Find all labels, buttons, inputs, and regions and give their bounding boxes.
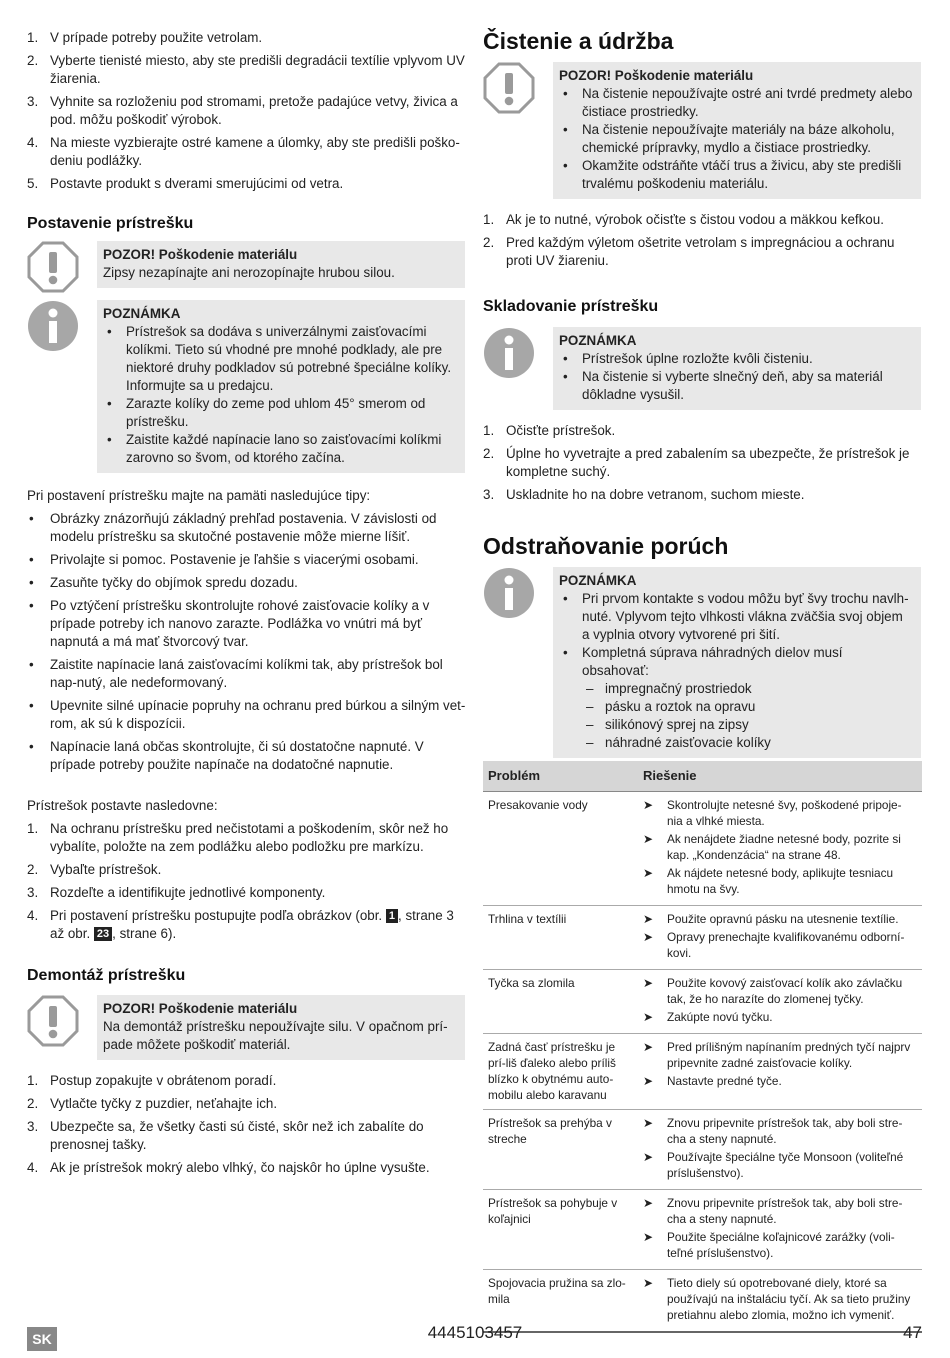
note-item: • Kompletná súprava náhradných dielov musí obsahovať: bbox=[559, 644, 913, 680]
setup-heading: Postavenie prístrešku bbox=[27, 215, 194, 232]
warning-item: • Na čistenie nepoužívajte ostré ani tvrdé predmety alebo čistiace prostriedky. bbox=[559, 85, 913, 121]
list-item: 3. Vyhnite sa rozloženiu pod stromami, pretože padajúce vetvy, živica a pod. môžu poškodiť výrobok. bbox=[27, 94, 458, 127]
warning-box bbox=[97, 241, 465, 288]
list-item: 3. Rozdeľte a identifikujte jednotlivé komponenty. bbox=[27, 885, 326, 900]
solution-item: ➤ Ak nenájdete žiadne netesné body, pozrite si kap. „Kondenzácia“ na strane 48. bbox=[643, 831, 917, 863]
solution-item: ➤ Použite kovový zaisťovací kolík ako závlačku tak, že ho narazíte do zlomenej tyčky. bbox=[643, 975, 917, 1007]
warning-box bbox=[553, 62, 921, 199]
list-item: 2. Vytlačte tyčky z puzdier, neťahajte ich. bbox=[27, 1096, 278, 1111]
solution-item: ➤ Používajte špeciálne tyče Monsoon (voliteľné príslušenstvo). bbox=[643, 1149, 917, 1181]
list-item: 4. Pri postavení prístrešku postupujte podľa obrázkov (obr. 1 , strane 3 až obr. 23 , strane 6). bbox=[27, 908, 454, 941]
note-subitem: – impregnačný prostriedok bbox=[582, 680, 913, 698]
problem-cell: Prístrešok sa prehýba v streche bbox=[483, 1110, 638, 1190]
list-item: 1. Postup zopakujte v obrátenom poradí. bbox=[27, 1073, 277, 1088]
list-item: 2. Úplne ho vyvetrajte a pred zabalením sa ubezpečte, že prístrešok je kompletne suchý. bbox=[483, 446, 910, 479]
solution-cell bbox=[638, 792, 922, 906]
warning-octagon-icon bbox=[483, 62, 535, 114]
list-item: • Privolajte si pomoc. Postavenie je ľahšie s viacerými osobami. bbox=[27, 551, 467, 569]
note-item: • Zarazte kolíky do zeme pod uhlom 45° smerom od prístrešku. bbox=[103, 395, 457, 431]
page-number: 47 bbox=[903, 1323, 922, 1342]
list-item: • Obrázky znázorňujú základný prehľad postavenia. V závislosti od modelu prístrešku sa skutočné postavenie môže mierne líšiť. bbox=[27, 510, 467, 546]
column-header-problem: Problém bbox=[483, 761, 638, 792]
tips-list bbox=[27, 510, 467, 779]
table-header-row bbox=[483, 761, 922, 792]
warning-text: Na demontáž prístrešku nepoužívajte silu. V opačnom prí-pade môžete poškodiť materiál. bbox=[103, 1019, 448, 1052]
list-item: 1. Očisťte prístrešok. bbox=[483, 423, 616, 438]
note-subitem: – silikónový sprej na zipsy bbox=[582, 716, 913, 734]
problem-cell: Tyčka sa zlomila bbox=[483, 970, 638, 1034]
figure-reference-badge: 23 bbox=[94, 927, 112, 941]
list-item: • Po vztýčení prístrešku skontrolujte rohové zaisťovacie kolíky a v prípade potreby ich nanovo zarazte. Podlážka vo vnútri má byť napnutá a má mať štvorcový tvar. bbox=[27, 597, 467, 651]
list-item: 1. V prípade potreby použite vetrolam. bbox=[27, 30, 263, 45]
problem-cell: Prístrešok sa pohybuje v koľajnici bbox=[483, 1190, 638, 1270]
warning-octagon-icon bbox=[27, 241, 79, 293]
solution-item: ➤ Znovu pripevnite prístrešok tak, aby boli stre-cha a steny napnuté. bbox=[643, 1195, 917, 1227]
storage-steps-list bbox=[483, 422, 923, 509]
setup-warning bbox=[27, 241, 465, 293]
setup-intro: Prístrešok postavte nasledovne: bbox=[27, 798, 218, 813]
dismantle-warning bbox=[27, 995, 465, 1060]
list-item: 2. Vyberte tienisté miesto, aby ste predišli degradácii textílie vplyvom UV žiarenia. bbox=[27, 53, 465, 86]
solution-item: ➤ Pred prílišným napínaním predných tyčí najprv pripevnite zadné zaisťovacie kolíky. bbox=[643, 1039, 917, 1071]
note-item: • Prístrešok úplne rozložte kvôli čisteniu. bbox=[559, 350, 913, 368]
warning-title: POZOR! Poškodenie materiálu bbox=[103, 247, 298, 262]
storage-note bbox=[483, 327, 921, 410]
note-title: POZNÁMKA bbox=[103, 306, 181, 321]
cleaning-warning bbox=[483, 62, 921, 199]
list-item: • Napínacie laná občas skontrolujte, či sú dostatočne napnuté. V prípade potreby použite napínače na dodatočné napnutie. bbox=[27, 738, 467, 774]
troubleshooting-heading: Odstraňovanie porúch bbox=[483, 533, 729, 559]
setup-steps-list bbox=[27, 820, 467, 948]
warning-item: • Okamžite odstráňte vtáčí trus a živicu, aby ste predišli trvalému poškodeniu materiálu. bbox=[559, 157, 913, 193]
note-box bbox=[97, 300, 465, 473]
solution-item: ➤ Nastavte predné tyče. bbox=[643, 1073, 917, 1089]
table-row bbox=[483, 1190, 922, 1270]
list-item: 1. Ak je to nutné, výrobok očisťte s čistou vodou a mäkkou kefkou. bbox=[483, 212, 884, 227]
list-item: • Zaistite napínacie laná zaisťovacími kolíkmi tak, aby prístrešok bol nap-nutý, ale nedeformovaný. bbox=[27, 656, 467, 692]
solution-cell bbox=[638, 1110, 922, 1190]
note-title: POZNÁMKA bbox=[559, 573, 637, 588]
list-item: 2. Pred každým výletom ošetrite vetrolam s impregnáciou a ochranu proti UV žiareniu. bbox=[483, 235, 895, 268]
warning-octagon-icon bbox=[27, 995, 79, 1047]
info-icon bbox=[27, 300, 79, 352]
figure-reference-badge: 1 bbox=[386, 909, 398, 923]
language-badge: SK bbox=[27, 1327, 57, 1351]
note-item: • Na čistenie si vyberte slnečný deň, aby sa materiál dôkladne vysušil. bbox=[559, 368, 913, 404]
list-item: • Upevnite silné upínacie popruhy na ochranu pred búrkou a silným vet-rom, ak sú k dispozícii. bbox=[27, 697, 467, 733]
solution-cell bbox=[638, 1190, 922, 1270]
note-item: • Prístrešok sa dodáva s univerzálnymi zaisťovacími kolíkmi. Tieto sú vhodné pre mnohé podklady, ale pre niektoré druhy podkladov sú potrebné špeciálne kolíky. Informujte sa u predajcu. bbox=[103, 323, 457, 395]
solution-item: ➤ Ak nájdete netesné body, aplikujte tesniacu hmotu na švy. bbox=[643, 865, 917, 897]
warning-title: POZOR! Poškodenie materiálu bbox=[103, 1001, 298, 1016]
info-icon bbox=[483, 567, 535, 619]
problem-cell: Spojovacia pružina sa zlo-mila bbox=[483, 1270, 638, 1333]
solution-cell bbox=[638, 970, 922, 1034]
solution-item: ➤ Opravy prenechajte kvalifikovanému odborní-kovi. bbox=[643, 929, 917, 961]
document-code: 4445103457 bbox=[427, 1323, 523, 1342]
dismantle-steps-list bbox=[27, 1072, 467, 1182]
note-title: POZNÁMKA bbox=[559, 333, 637, 348]
solution-item: ➤ Skontrolujte netesné švy, poškodené pripoje-nia a vlhké miesta. bbox=[643, 797, 917, 829]
note-box bbox=[553, 567, 921, 758]
table-row bbox=[483, 906, 922, 970]
list-item: 2. Vybaľte prístrešok. bbox=[27, 862, 162, 877]
warning-title: POZOR! Poškodenie materiálu bbox=[559, 68, 754, 83]
warning-box bbox=[97, 995, 465, 1060]
note-box bbox=[553, 327, 921, 410]
troubleshooting-note bbox=[483, 567, 921, 758]
solution-cell bbox=[638, 1270, 922, 1333]
note-item: • Zaistite každé napínacie lano so zaisťovacími kolíkmi zarovno so švom, od ktorého začína. bbox=[103, 431, 457, 467]
cleaning-steps-list bbox=[483, 211, 923, 275]
list-item: 4. Na mieste vyzbierajte ostré kamene a úlomky, aby ste predišli poško-deniu podlážky. bbox=[27, 135, 460, 168]
list-item: 3. Uskladnite ho na dobre vetranom, suchom mieste. bbox=[483, 487, 805, 502]
list-item: 1. Na ochranu prístrešku pred nečistotami a poškodením, skôr než ho vybalíte, položte na zem podlážku alebo podložku pre markízu. bbox=[27, 821, 449, 854]
warning-item: • Na čistenie nepoužívajte materiály na báze alkoholu, chemické prípravky, mydlo a čistiace prostriedky. bbox=[559, 121, 913, 157]
solution-item: ➤ Použite opravnú pásku na utesnenie textílie. bbox=[643, 911, 917, 927]
column-header-solution: Riešenie bbox=[638, 761, 922, 792]
table-row bbox=[483, 1110, 922, 1190]
solution-item: ➤ Tieto diely sú opotrebované diely, ktoré sa používajú na inštaláciu tyčí. Ak sa tieto pružiny pretiahnu alebo zlomia, možno ich vymeniť. bbox=[643, 1275, 917, 1323]
solution-cell bbox=[638, 1034, 922, 1110]
list-item: 3. Ubezpečte sa, že všetky časti sú čisté, skôr než ich zabalíte do prenosnej tašky. bbox=[27, 1119, 424, 1152]
table-row bbox=[483, 1034, 922, 1110]
storage-heading: Skladovanie prístrešku bbox=[483, 298, 659, 315]
info-icon bbox=[483, 327, 535, 379]
table-row bbox=[483, 792, 922, 906]
setup-note bbox=[27, 300, 465, 473]
list-item: • Zasuňte tyčky do objímok spredu dozadu. bbox=[27, 574, 467, 592]
solution-item: ➤ Zakúpte novú tyčku. bbox=[643, 1009, 917, 1025]
note-subitem: – pásku a roztok na opravu bbox=[582, 698, 913, 716]
solution-item: ➤ Použite špeciálne koľajnicové zarážky (voli-teľné príslušenstvo). bbox=[643, 1229, 917, 1261]
list-item: 5. Postavte produkt s dverami smerujúcimi od vetra. bbox=[27, 176, 344, 191]
problem-cell: Presakovanie vody bbox=[483, 792, 638, 906]
problem-cell: Trhlina v textílii bbox=[483, 906, 638, 970]
table-row bbox=[483, 1270, 922, 1333]
problem-cell: Zadná časť prístrešku je prí-liš ďaleko alebo príliš blízko k obytnému auto-mobilu alebo karavanu bbox=[483, 1034, 638, 1110]
solution-item: ➤ Znovu pripevnite prístrešok tak, aby boli stre-cha a steny napnuté. bbox=[643, 1115, 917, 1147]
intro-steps-list bbox=[27, 29, 467, 198]
dismantle-heading: Demontáž prístrešku bbox=[27, 967, 186, 984]
troubleshooting-table bbox=[483, 761, 922, 1333]
solution-cell bbox=[638, 906, 922, 970]
warning-text: Zipsy nezapínajte ani nerozopínajte hrubou silou. bbox=[103, 265, 395, 280]
list-item: 4. Ak je prístrešok mokrý alebo vlhký, čo najskôr ho úplne vysušte. bbox=[27, 1160, 430, 1175]
table-row bbox=[483, 970, 922, 1034]
note-subitem: – náhradné zaisťovacie kolíky bbox=[582, 734, 913, 752]
tips-intro: Pri postavení prístrešku majte na pamäti nasledujúce tipy: bbox=[27, 488, 371, 503]
note-item: • Pri prvom kontakte s vodou môžu byť švy trochu navlh-nuté. Vplyvom tejto vlhkosti vlákna zväčšia svoj objem a vyplnia otvory vytvorené pri šití. bbox=[559, 590, 913, 644]
cleaning-heading: Čistenie a údržba bbox=[483, 28, 674, 54]
